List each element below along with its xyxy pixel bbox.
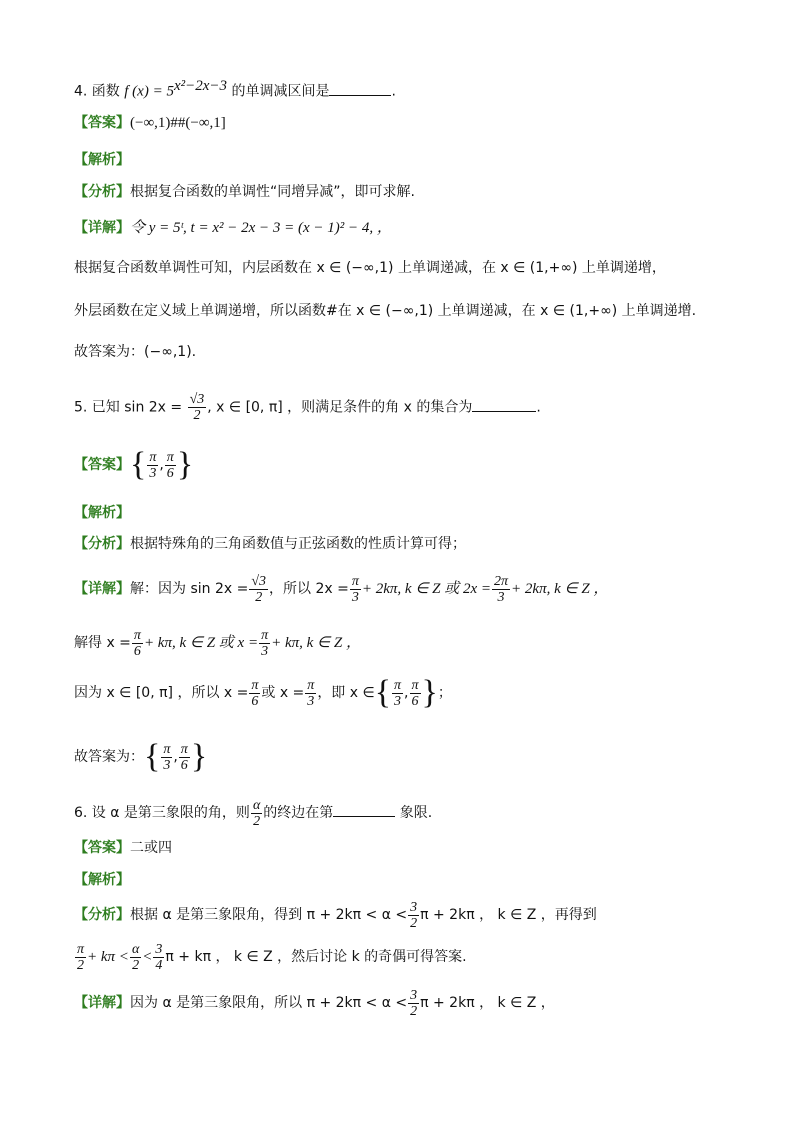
q6-xiangjie-1: 【详解】因为 α 是第三象限角，所以 π + 2kπ < α < $\frac{3}{2}$ π + 2kπ ， k ∈ Z ， xyxy=(74,987,555,1019)
q4-function: f (x) = 5 xyxy=(124,83,174,100)
q4-line-3: 外层函数在定义域上单调递增，所以函数#在 x ∈ (−∞,1) 上单调递减，在 x ∈ (1,+∞) 上单调递增. xyxy=(74,303,697,319)
q4-answer: 【答案】(−∞,1)##(−∞,1] xyxy=(74,115,226,131)
q5-answer: 【答案】{ $\frac{\pi}{3}$ , $\frac{\pi}{6}$ } xyxy=(74,446,194,483)
q6-analysis-tag: 【解析】 xyxy=(74,872,130,888)
q4-line-4: 故答案为：(−∞,1). xyxy=(74,344,197,360)
q4-exponent: x²−2x−3 xyxy=(173,78,228,94)
q5-analysis-tag: 【解析】 xyxy=(74,505,130,521)
q5-fenxi: 【分析】根据特殊角的三角函数值与正弦函数的性质计算可得； xyxy=(74,536,466,552)
q6-question: 6. 设 α 是第三象限的角，则 $\frac{\alpha}{2}$ 的终边在第 象限. xyxy=(74,797,433,829)
q4-line-2: 根据复合函数单调性可知，内层函数在 x ∈ (−∞,1) 上单调递减，在 x ∈ (1,+∞) 上单调递增， xyxy=(74,260,666,276)
q5-xiangjie-3: 因为 x ∈ [0, π] ，所以 x = $\frac{\pi}{6}$ 或 x = $\frac{\pi}{3}$ ，即 x ∈{ $\frac{\pi}{3}$ , $\frac{\pi}{6}$ }； xyxy=(74,674,452,711)
q5-fraction: $\frac{√3}{2}$ xyxy=(189,392,205,423)
q6-fenxi-2: $\frac{\pi}{2}$ + kπ < $\frac{\alpha}{2}$ < $\frac{3}{4}$ π + kπ ， k ∈ Z ，然后讨论 k 的奇偶可得答案. xyxy=(77,941,467,973)
q4-blank xyxy=(329,81,391,96)
q5-xiangjie-2: 解得 x = $\frac{\pi}{6}$ + kπ, k ∈ Z 或 x = $\frac{\pi}{3}$ + kπ, k ∈ Z ， xyxy=(74,627,361,659)
q6-answer: 【答案】二或四 xyxy=(74,840,172,856)
q4-question: 4. 函数 f $(x) = 5^{x^2-2x-3}$ 的单调减区间是 . xyxy=(74,78,396,100)
q5-xiangjie-1: 【详解】解：因为 sin 2x = $\frac{√3}{2}$ ，所以 2x = $\frac{\pi}{3}$ + 2kπ, k ∈ Z 或 2x = $\frac{2\pi}{3}$ + 2kπ, k ∈ Z ， xyxy=(74,573,609,605)
q4-fenxi: 【分析】根据复合函数的单调性“同增异减”，即可求解. xyxy=(74,184,415,200)
q6-blank xyxy=(333,802,395,817)
q5-question: 5. 已知 sin 2x = $\frac{√3}{2}$ , x ∈ [0, π] ，则满足条件的角 x 的集合为 . xyxy=(74,392,541,423)
q6-fenxi-1: 【分析】根据 α 是第三象限角，得到 π + 2kπ < α < $\frac{3}{2}$ π + 2kπ ， k ∈ Z ，再得到 xyxy=(74,899,597,931)
q5-final: 故答案为：{ $\frac{\pi}{3}$ , $\frac{\pi}{6}$ } xyxy=(74,738,208,775)
q5-blank xyxy=(472,397,536,412)
q4-analysis-tag: 【解析】 xyxy=(74,152,130,168)
q4-xiangjie: 【详解】令 y = 5ᵗ, t = x² − 2x − 3 = (x − 1)² − 4, ， xyxy=(74,220,392,236)
